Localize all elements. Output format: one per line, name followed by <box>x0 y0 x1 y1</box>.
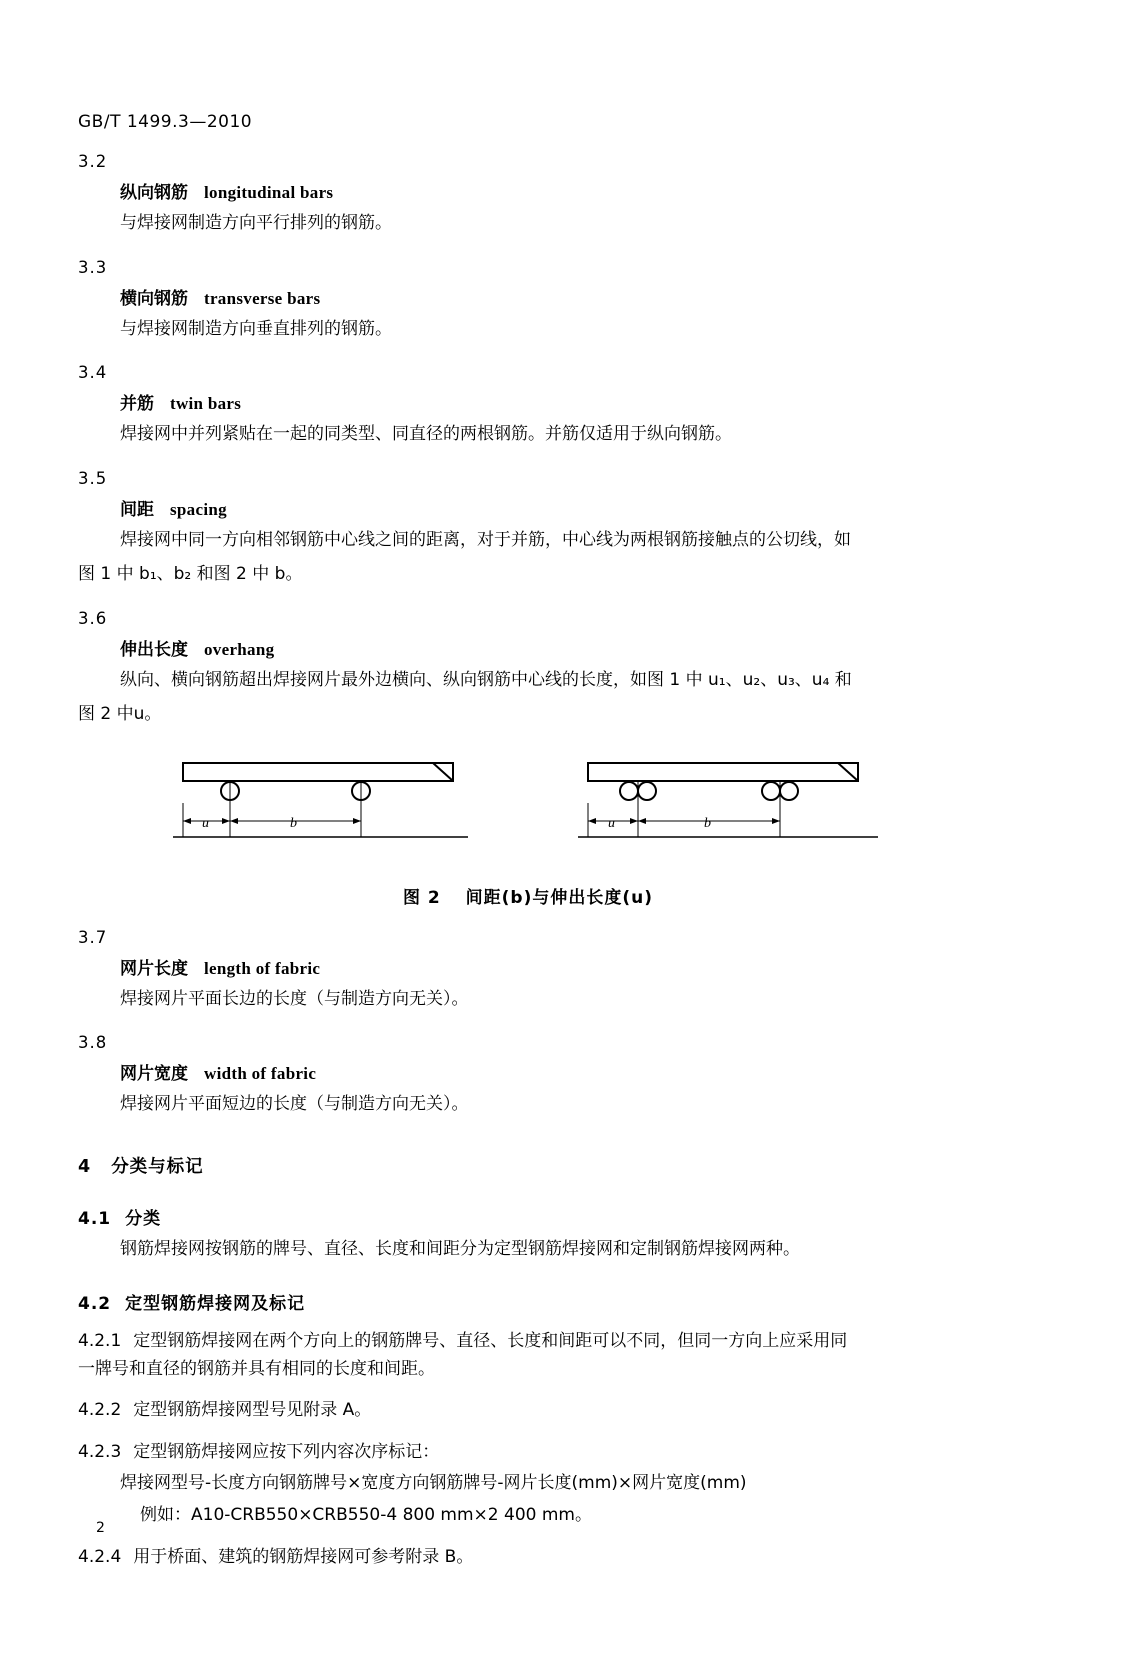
clause-4-2-1-cont: 一牌号和直径的钢筋并具有相同的长度和间距。 <box>78 1358 435 1379</box>
section-4-2-number: 4.2 <box>78 1294 112 1315</box>
svg-text:u: u <box>202 815 209 831</box>
term-definition-3-4: 焊接网中并列紧贴在一起的同类型、同直径的两根钢筋。并筋仅适用于纵向钢筋。 <box>120 424 732 445</box>
term-zh-3-5: 间距 <box>120 499 154 520</box>
term-definition-3-5: 焊接网中同一方向相邻钢筋中心线之间的距离，对于并筋，中心线为两根钢筋接触点的公切线，如 <box>120 529 851 550</box>
svg-text:u: u <box>608 815 615 831</box>
term-heading-3-2 <box>120 178 978 203</box>
clause-4-2-3-text: 定型钢筋焊接网应按下列内容次序标记： <box>133 1441 440 1462</box>
term-en-3-6: overhang <box>204 639 275 659</box>
term-zh-3-8: 网片宽度 <box>120 1064 188 1085</box>
term-en-3-2: longitudinal bars <box>204 183 334 202</box>
term-en-3-4: twin bars <box>170 394 242 414</box>
section-4-1-text: 钢筋焊接网按钢筋的牌号、直径、长度和间距分为定型钢筋焊接网和定制钢筋焊接网两种。 <box>120 1238 800 1259</box>
clause-4-2-2-text: 定型钢筋焊接网型号见附录 A。 <box>133 1400 372 1421</box>
figure-2-title: 间距(b)与伸出长度(u) <box>465 887 654 908</box>
section-4-2-title: 定型钢筋焊接网及标记 <box>125 1294 306 1315</box>
section-heading-4-2 <box>78 1289 978 1314</box>
clause-4-2-4-text: 用于桥面、建筑的钢筋焊接网可参考附录 B。 <box>133 1546 474 1567</box>
term-definition-3-6-cont: 图 2 中u。 <box>78 704 162 725</box>
section-heading-4-1 <box>78 1204 978 1229</box>
term-zh-3-4: 并筋 <box>120 394 154 415</box>
section-4-number: 4 <box>78 1156 92 1177</box>
section-4-1-title: 分类 <box>125 1208 162 1229</box>
clause-4-2-1-label: 4.2.1 <box>78 1331 122 1352</box>
term-definition-3-5-cont: 图 1 中 b₁、b₂ 和图 2 中 b。 <box>78 564 303 585</box>
term-heading-3-6 <box>120 635 978 660</box>
clause-4-2-4 <box>78 1544 978 1572</box>
svg-text:b: b <box>704 815 711 831</box>
clause-4-2-1 <box>78 1328 978 1356</box>
clause-number-3-2: 3.2 <box>78 152 108 171</box>
clause-4-2-2 <box>78 1397 978 1425</box>
term-zh-3-3: 横向钢筋 <box>120 288 188 309</box>
clause-4-2-3-format-line: 焊接网型号-长度方向钢筋牌号×宽度方向钢筋牌号-网片长度(mm)×网片宽度(mm) <box>120 1473 747 1494</box>
clause-number-3-7: 3.7 <box>78 927 108 947</box>
clause-number-3-8: 3.8 <box>78 1033 108 1053</box>
clause-number-3-3: 3.3 <box>78 257 108 277</box>
page-number: 2 <box>96 1520 105 1536</box>
svg-text:b: b <box>290 815 297 831</box>
figure-left-panel <box>173 763 468 837</box>
page-header: GB/T 1499.3—2010 <box>78 112 253 132</box>
clause-4-2-3-example-line: 例如：A10-CRB550×CRB550-4 800 mm×2 400 mm。 <box>140 1504 592 1525</box>
clause-number-3-5: 3.5 <box>78 468 108 488</box>
clause-4-2-4-label: 4.2.4 <box>78 1546 122 1567</box>
figure-2-svg <box>78 755 978 875</box>
clause-number-3-4: 3.4 <box>78 363 108 383</box>
term-definition-3-6: 纵向、横向钢筋超出焊接网片最外边横向、纵向钢筋中心线的长度，如图 1 中 u₁、u₂、u₃、u₄ 和 <box>120 669 852 690</box>
clause-4-2-3 <box>78 1439 978 1467</box>
clause-4-2-3-label: 4.2.3 <box>78 1441 122 1462</box>
figure-right-panel <box>578 763 878 837</box>
clause-4-2-2-label: 4.2.2 <box>78 1400 122 1421</box>
term-en-3-3: transverse bars <box>204 288 321 308</box>
figure-2-caption <box>78 883 978 908</box>
section-4-1-number: 4.1 <box>78 1208 112 1229</box>
figure-2-label: 图 2 <box>402 887 441 908</box>
term-heading-3-4 <box>120 389 978 414</box>
term-definition-3-8: 焊接网片平面短边的长度（与制造方向无关）。 <box>120 1094 469 1115</box>
term-zh-3-6: 伸出长度 <box>120 639 188 660</box>
term-definition-3-7: 焊接网片平面长边的长度（与制造方向无关）。 <box>120 988 469 1009</box>
term-heading-3-8 <box>120 1059 978 1084</box>
term-heading-3-3 <box>120 284 978 309</box>
term-definition-3-3: 与焊接网制造方向垂直排列的钢筋。 <box>120 318 392 339</box>
term-zh-3-7: 网片长度 <box>120 958 188 979</box>
term-heading-3-5 <box>120 495 978 520</box>
section-heading-4 <box>78 1153 978 1178</box>
term-en-3-8: width of fabric <box>204 1064 317 1084</box>
term-zh-3-2: 纵向钢筋 <box>120 183 188 203</box>
page-content <box>78 0 978 1571</box>
term-definition-3-2: 与焊接网制造方向平行排列的钢筋。 <box>120 213 392 233</box>
term-heading-3-7 <box>120 954 978 979</box>
section-4-title: 分类与标记 <box>111 1156 204 1177</box>
term-en-3-5: spacing <box>170 499 227 519</box>
term-en-3-7: length of fabric <box>204 958 321 978</box>
clause-number-3-6: 3.6 <box>78 608 108 628</box>
figure-2-diagram <box>78 755 978 875</box>
clause-4-2-1-text: 定型钢筋焊接网在两个方向上的钢筋牌号、直径、长度和间距可以不同，但同一方向上应采用同 <box>133 1331 848 1352</box>
